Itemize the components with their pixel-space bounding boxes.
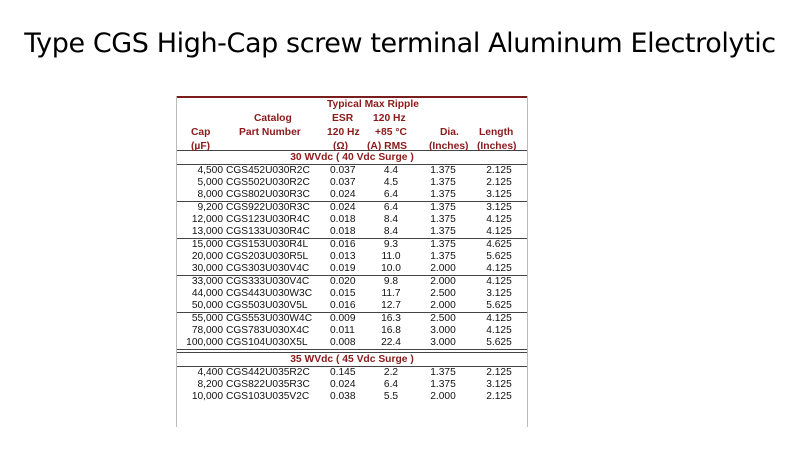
- cell-ripple: 8.4: [383, 226, 399, 237]
- cell-esr: 0.037: [330, 177, 356, 188]
- cell-esr: 0.011: [330, 325, 355, 336]
- cell-cap: 20,000: [191, 251, 223, 262]
- cell-ripple: 22.4: [381, 337, 401, 348]
- cell-esr: 0.019: [330, 263, 356, 274]
- cell-cap: 78,000: [191, 325, 223, 336]
- table-row: [177, 313, 527, 325]
- cell-part: CGS922U030R3C: [226, 202, 310, 213]
- header-ripple-freq: 120 Hz: [373, 113, 406, 124]
- cell-part: CGS822U035R3C: [226, 379, 310, 390]
- cell-part: CGS104U030X5L: [226, 337, 308, 348]
- cell-ripple: 6.4: [383, 202, 399, 213]
- table-row: [177, 226, 527, 239]
- table-row: [177, 251, 527, 263]
- cell-length: 4.125: [486, 325, 512, 336]
- page-title: Type CGS High-Cap screw terminal Aluminum Electrolytic: [24, 28, 776, 59]
- cell-cap: 100,000: [186, 337, 223, 348]
- cell-dia: 1.375: [430, 251, 456, 262]
- table-row: [177, 325, 527, 337]
- cell-esr: 0.016: [330, 239, 356, 250]
- cell-esr: 0.009: [330, 313, 356, 324]
- cell-cap: 33,000: [191, 276, 223, 287]
- cell-esr: 0.038: [330, 391, 356, 402]
- cell-length: 5.625: [486, 337, 512, 348]
- cell-esr: 0.024: [330, 189, 356, 200]
- table-row: [177, 165, 527, 177]
- section-header: 30 WVdc ( 40 Vdc Surge ): [177, 151, 527, 165]
- table-row: [177, 367, 527, 379]
- cell-cap: 8,000: [197, 189, 223, 200]
- table-body: [177, 151, 527, 403]
- cell-dia: 1.375: [430, 189, 456, 200]
- cell-length: 2.125: [486, 367, 512, 378]
- cell-cap: 4,400: [197, 367, 223, 378]
- cell-esr: 0.008: [330, 337, 356, 348]
- cell-part: CGS333U030V4C: [226, 276, 310, 287]
- cell-part: CGS502U030R2C: [226, 177, 310, 188]
- cell-dia: 3.000: [430, 325, 456, 336]
- header-length: Length: [479, 127, 514, 138]
- header-esr-unit: (Ω): [333, 141, 349, 152]
- cell-esr: 0.024: [330, 379, 356, 390]
- header-esr: ESR: [332, 113, 354, 124]
- cell-length: 5.625: [486, 300, 512, 311]
- header-cap: Cap: [191, 127, 211, 138]
- cell-part: CGS442U035R2C: [226, 367, 310, 378]
- cell-dia: 1.375: [430, 379, 456, 390]
- cell-length: 3.125: [486, 189, 512, 200]
- table-row: [177, 337, 527, 350]
- cell-dia: 1.375: [430, 367, 456, 378]
- header-typical-max-ripple: Typical Max Ripple: [327, 99, 419, 110]
- cell-cap: 30,000: [191, 263, 223, 274]
- cell-length: 2.125: [486, 177, 512, 188]
- cell-cap: 50,000: [191, 300, 223, 311]
- capacitor-spec-table: [176, 96, 528, 427]
- cell-ripple: 9.8: [383, 276, 399, 287]
- cell-dia: 2.000: [430, 391, 456, 402]
- cell-dia: 2.000: [430, 263, 456, 274]
- cell-dia: 1.375: [430, 226, 456, 237]
- table-row: [177, 300, 527, 313]
- cell-ripple: 5.5: [383, 391, 399, 402]
- table-row: [177, 263, 527, 276]
- table-header: [177, 99, 527, 150]
- cell-esr: 0.018: [330, 226, 356, 237]
- table-top-rule: [177, 96, 527, 98]
- header-catalog: Catalog: [254, 113, 292, 124]
- cell-cap: 10,000: [191, 391, 223, 402]
- cell-ripple: 6.4: [383, 189, 399, 200]
- table-row: [177, 288, 527, 300]
- cell-ripple: 4.5: [383, 177, 399, 188]
- cell-cap: 12,000: [191, 214, 223, 225]
- cell-ripple: 4.4: [383, 165, 399, 176]
- cell-part: CGS103U035V2C: [226, 391, 310, 402]
- cell-dia: 3.000: [430, 337, 456, 348]
- cell-dia: 1.375: [430, 165, 456, 176]
- header-length-unit: (Inches): [477, 141, 517, 152]
- header-ripple-unit: (A) RMS: [367, 141, 408, 152]
- cell-ripple: 2.2: [383, 367, 399, 378]
- cell-ripple: 11.7: [381, 288, 401, 299]
- cell-part: CGS443U030W3C: [226, 288, 313, 299]
- cell-part: CGS503U030V5L: [226, 300, 308, 311]
- table-row: [177, 391, 527, 403]
- table-row: [177, 379, 527, 391]
- cell-length: 2.125: [486, 391, 512, 402]
- cell-part: CGS783U030X4C: [226, 325, 310, 336]
- cell-ripple: 10.0: [381, 263, 401, 274]
- cell-length: 4.125: [486, 214, 512, 225]
- cell-dia: 1.375: [430, 202, 456, 213]
- cell-cap: 15,000: [191, 239, 223, 250]
- cell-dia: 2.000: [430, 300, 456, 311]
- cell-part: CGS802U030R3C: [226, 189, 310, 200]
- cell-esr: 0.024: [330, 202, 356, 213]
- cell-cap: 5,000: [197, 177, 223, 188]
- cell-part: CGS553U030W4C: [226, 313, 313, 324]
- cell-part: CGS123U030R4C: [226, 214, 310, 225]
- cell-esr: 0.013: [330, 251, 356, 262]
- cell-length: 3.125: [486, 379, 512, 390]
- cell-part: CGS153U030R4L: [226, 239, 309, 250]
- header-dia: Dia.: [440, 127, 459, 138]
- cell-length: 4.125: [486, 226, 512, 237]
- cell-ripple: 12.7: [381, 300, 401, 311]
- cell-part: CGS203U030R5L: [226, 251, 309, 262]
- cell-length: 5.625: [486, 251, 512, 262]
- cell-length: 4.625: [486, 239, 512, 250]
- cell-esr: 0.145: [330, 367, 356, 378]
- header-dia-unit: (Inches): [429, 141, 469, 152]
- cell-ripple: 8.4: [383, 214, 399, 225]
- header-part-number: Part Number: [239, 127, 301, 138]
- cell-ripple: 9.3: [383, 239, 399, 250]
- cell-ripple: 16.3: [381, 313, 401, 324]
- cell-length: 2.125: [486, 165, 512, 176]
- cell-length: 3.125: [486, 288, 512, 299]
- cell-part: CGS133U030R4C: [226, 226, 310, 237]
- cell-dia: 2.000: [430, 276, 456, 287]
- cell-esr: 0.018: [330, 214, 356, 225]
- cell-dia: 1.375: [430, 214, 456, 225]
- cell-dia: 1.375: [430, 177, 456, 188]
- cell-dia: 2.500: [430, 288, 456, 299]
- cell-cap: 55,000: [191, 313, 223, 324]
- table-row: [177, 189, 527, 202]
- cell-length: 4.125: [486, 276, 512, 287]
- header-cap-unit: (µF): [191, 141, 211, 152]
- header-ripple-temp: +85 °C: [375, 127, 407, 138]
- header-esr-freq: 120 Hz: [327, 127, 360, 138]
- cell-length: 3.125: [486, 202, 512, 213]
- cell-length: 4.125: [486, 263, 512, 274]
- table-row: [177, 276, 527, 288]
- cell-esr: 0.015: [330, 288, 356, 299]
- table-row: [177, 214, 527, 226]
- cell-ripple: 16.8: [381, 325, 401, 336]
- cell-cap: 4,500: [197, 165, 223, 176]
- table-row: [177, 202, 527, 214]
- cell-part: CGS303U030V4C: [226, 263, 310, 274]
- section-header: 35 WVdc ( 45 Vdc Surge ): [177, 352, 527, 367]
- cell-esr: 0.020: [330, 276, 356, 287]
- cell-dia: 1.375: [430, 239, 456, 250]
- cell-ripple: 11.0: [381, 251, 401, 262]
- cell-cap: 9,200: [197, 202, 223, 213]
- cell-part: CGS452U030R2C: [226, 165, 310, 176]
- cell-cap: 13,000: [191, 226, 223, 237]
- cell-dia: 2.500: [430, 313, 456, 324]
- cell-esr: 0.037: [330, 165, 356, 176]
- table-row: [177, 239, 527, 251]
- cell-cap: 44,000: [191, 288, 223, 299]
- cell-cap: 8,200: [197, 379, 223, 390]
- cell-esr: 0.016: [330, 300, 356, 311]
- cell-ripple: 6.4: [383, 379, 399, 390]
- table-row: [177, 177, 527, 189]
- cell-length: 4.125: [486, 313, 512, 324]
